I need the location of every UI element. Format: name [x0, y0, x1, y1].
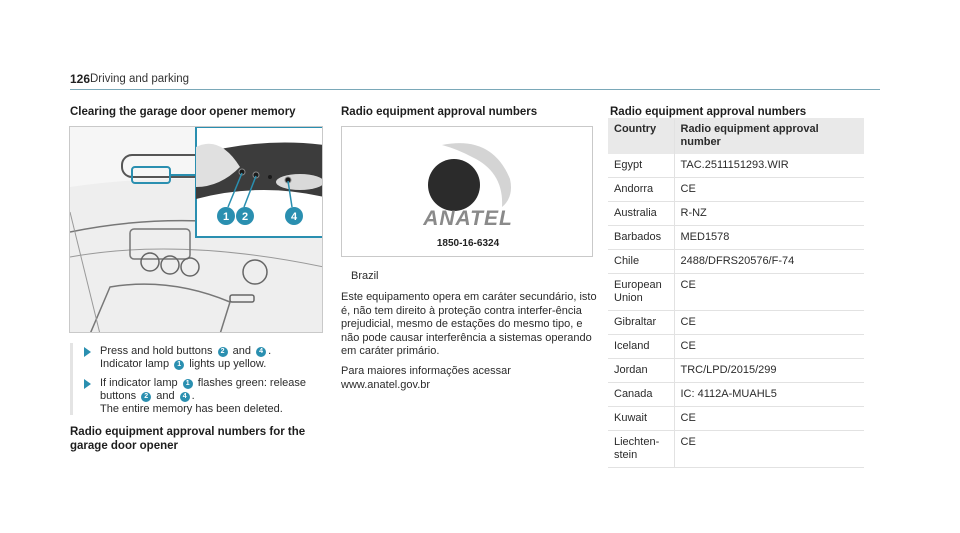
callout-label-2: 2 [241, 211, 249, 223]
table-row [608, 431, 864, 468]
button-badge-4: 4 [256, 347, 266, 357]
brazil-more-info: Para maiores informações acessar www.anatel.gov.br [341, 365, 511, 391]
table-row [608, 311, 864, 335]
number-cell: CE [674, 431, 864, 468]
country-cell: Canada [608, 383, 674, 407]
section-title: Driving and parking [90, 73, 190, 85]
page-header [70, 72, 880, 90]
table-row [608, 178, 864, 202]
anatel-number: 1850-16-6324 [436, 238, 500, 249]
number-cell: CE [674, 178, 864, 202]
country-cell: Barbados [608, 226, 674, 250]
table-row [608, 359, 864, 383]
callout-label-4: 4 [290, 211, 298, 223]
anatel-logo-panel [341, 126, 593, 257]
callout-label-1: 1 [222, 211, 230, 223]
step-arrow-icon [84, 347, 91, 357]
table-row [608, 226, 864, 250]
country-cell: Egypt [608, 154, 674, 178]
column-header-country: Country [608, 118, 674, 154]
step-release-buttons: If indicator lamp 1 flashes green: release buttons 2 and 4 . The entire memory has been deleted. [70, 377, 320, 416]
heading-radio-approval-table: Radio equipment approval numbers [610, 106, 807, 118]
country-cell: Jordan [608, 359, 674, 383]
lamp-badge-1: 1 [183, 379, 193, 389]
table-row [608, 335, 864, 359]
heading-radio-approval-numbers: Radio equipment approval numbers [341, 106, 538, 118]
lamp-badge-1: 1 [174, 360, 184, 370]
table-row [608, 154, 864, 178]
car-interior-illustration [70, 127, 323, 333]
page-number: 126 [70, 72, 91, 86]
button-badge-2: 2 [218, 347, 228, 357]
number-cell: TRC/LPD/2015/299 [674, 359, 864, 383]
heading-clearing-memory: Clearing the garage door opener memory [70, 106, 296, 118]
step-press-and-hold: Press and hold buttons 2 and 4 . Indicator lamp 1 lights up yellow. [70, 345, 320, 371]
number-cell: TAC.2511151293.WIR [674, 154, 864, 178]
number-cell: CE [674, 335, 864, 359]
column-header-approval-number: Radio equipment approval number [674, 118, 864, 154]
table-row [608, 250, 864, 274]
number-cell: MED1578 [674, 226, 864, 250]
country-cell: Gibraltar [608, 311, 674, 335]
anatel-wordmark: ANATEL [423, 207, 513, 230]
step-arrow-icon [84, 379, 91, 389]
number-cell: 2488/DFRS20576/F-74 [674, 250, 864, 274]
number-cell: R-NZ [674, 202, 864, 226]
number-cell: CE [674, 311, 864, 335]
button-badge-4: 4 [180, 392, 190, 402]
button-badge-2: 2 [141, 392, 151, 402]
table-row [608, 202, 864, 226]
heading-radio-numbers-garage: Radio equipment approval numbers for the garage door opener [70, 426, 306, 452]
table-row [608, 274, 864, 311]
country-cell: Iceland [608, 335, 674, 359]
approval-numbers-table [608, 118, 864, 468]
country-cell: Chile [608, 250, 674, 274]
number-cell: CE [674, 407, 864, 431]
country-cell: Australia [608, 202, 674, 226]
country-cell: European Union [608, 274, 674, 311]
country-cell: Kuwait [608, 407, 674, 431]
number-cell: CE [674, 274, 864, 311]
table-row [608, 407, 864, 431]
garage-door-figure [69, 126, 323, 333]
brazil-paragraph: Este equipamento opera em caráter secundário, isto é, não tem direito à proteção contra interfer-ência prejudicial, mesmo de estações do mesmo tipo, e não pode causar interferência a sistemas operando em caráter primário. [341, 291, 597, 357]
table-row [608, 383, 864, 407]
country-cell: Liechten-stein [608, 431, 674, 468]
anatel-logo [342, 127, 594, 258]
table-header-row [608, 118, 864, 154]
country-cell: Andorra [608, 178, 674, 202]
number-cell: IC: 4112A-MUAHL5 [674, 383, 864, 407]
country-brazil: Brazil [351, 270, 379, 282]
